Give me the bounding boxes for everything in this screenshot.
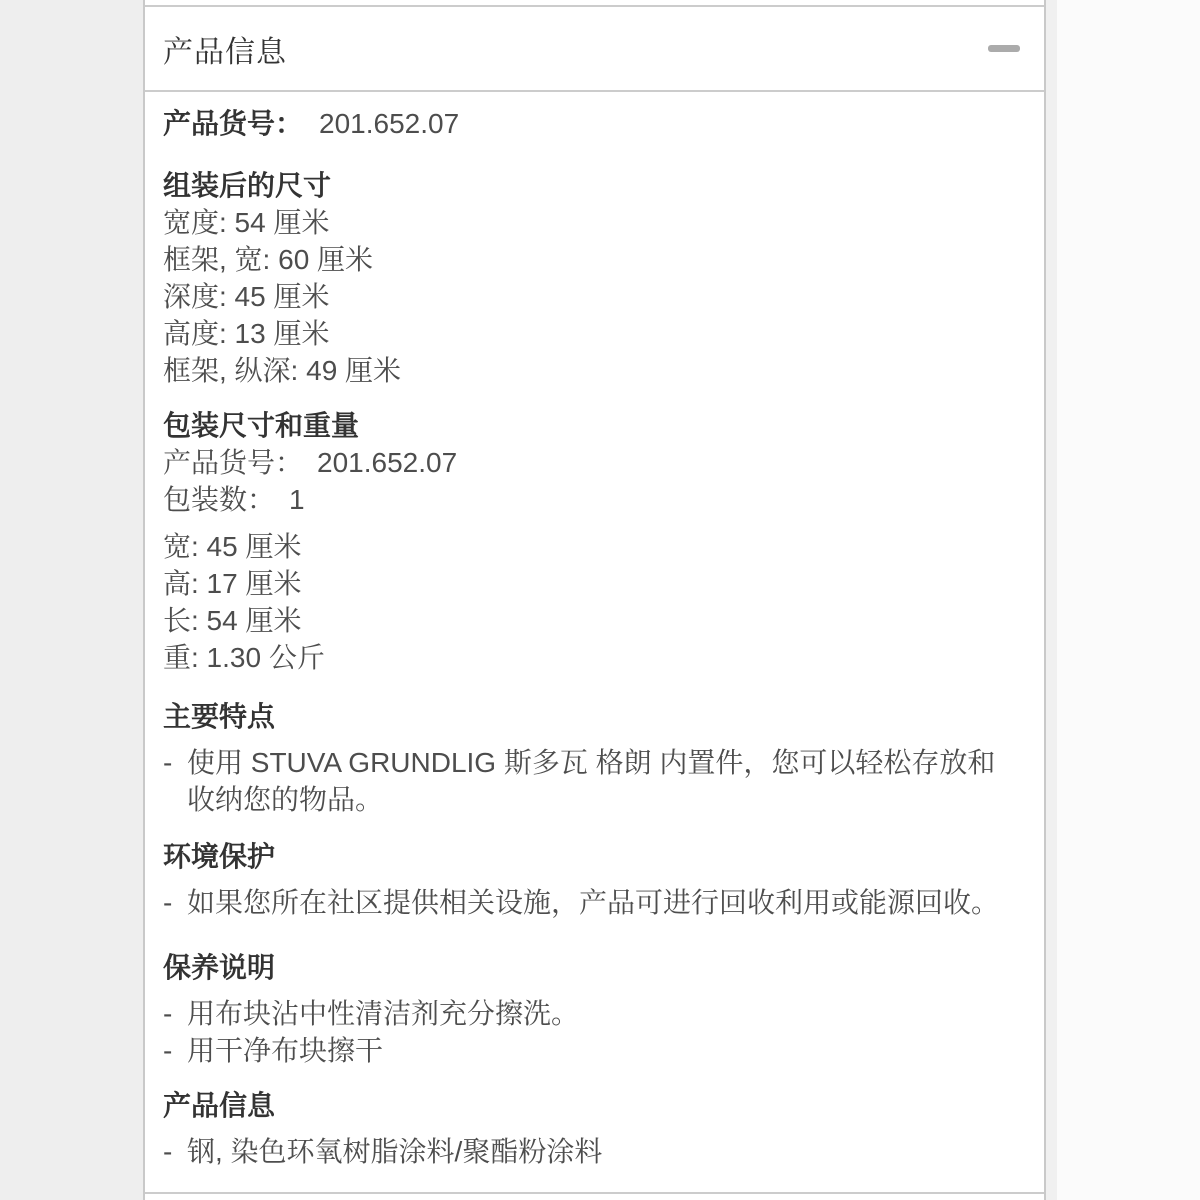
section-heading-assembled-dimensions: 组装后的尺寸 (163, 170, 332, 202)
package-count-row (163, 481, 1020, 518)
key-features-list (163, 744, 1020, 818)
package-row-width: 宽: 45 厘米 (163, 531, 302, 563)
dimension-row-width: 宽度: 54 厘米 (163, 207, 330, 239)
care-instruction-2: 用干净布块擦干 (187, 1035, 384, 1067)
list-item (163, 995, 1020, 1032)
dimension-row-height: 高度: 13 厘米 (163, 318, 330, 350)
list-item (163, 1032, 1020, 1069)
package-dimension-group (163, 528, 1020, 676)
package-count-label: 包装数： (163, 484, 276, 516)
bullet-dash: - (163, 1035, 173, 1067)
packaging-article-label: 产品货号： (163, 447, 304, 479)
dimension-row-depth: 深度: 45 厘米 (163, 281, 330, 313)
environment-text: 如果您所在社区提供相关设施，产品可进行回收利用或能源回收。 (187, 887, 1000, 919)
dimension-row-frame-width: 框架, 宽: 60 厘米 (163, 244, 374, 276)
section-heading-key-features: 主要特点 (163, 701, 276, 733)
article-number-row (163, 105, 1020, 142)
bullet-dash: - (163, 747, 173, 779)
panel-content (145, 92, 1044, 1170)
product-information-list (163, 1133, 1020, 1170)
packaging-article-row (163, 444, 1020, 481)
section-heading-product-information: 产品信息 (163, 1090, 276, 1122)
package-row-length: 长: 54 厘米 (163, 605, 302, 637)
page-right-strip (1046, 0, 1057, 1200)
section-heading-packaging: 包装尺寸和重量 (163, 410, 360, 442)
bullet-dash: - (163, 1136, 173, 1168)
bullet-dash: - (163, 887, 173, 919)
list-item (163, 744, 1020, 818)
page-right-margin (1057, 0, 1200, 1200)
article-number-label: 产品货号： (163, 108, 304, 140)
list-item (163, 884, 1020, 921)
care-instructions-list (163, 995, 1020, 1069)
package-row-height: 高: 17 厘米 (163, 568, 302, 600)
collapse-minus-icon[interactable] (988, 45, 1020, 52)
product-info-accordion-panel (143, 0, 1046, 1200)
list-item (163, 1133, 1020, 1170)
panel-title: 产品信息 (163, 35, 287, 69)
section-heading-environment: 环境保护 (163, 841, 276, 873)
package-count-value: 1 (289, 484, 305, 516)
section-heading-care-instructions: 保养说明 (163, 952, 276, 984)
accordion-header-product-info[interactable] (145, 7, 1044, 92)
previous-section-divider (145, 0, 1044, 7)
package-row-weight: 重: 1.30 公斤 (163, 642, 325, 674)
article-number-value: 201.652.07 (319, 108, 460, 140)
next-section-divider (145, 1192, 1044, 1200)
bullet-dash: - (163, 998, 173, 1030)
dimension-row-frame-depth: 框架, 纵深: 49 厘米 (163, 355, 402, 387)
page-left-margin (0, 0, 143, 1200)
packaging-article-value: 201.652.07 (317, 447, 458, 479)
care-instruction-1: 用布块沾中性清洁剂充分擦洗。 (187, 998, 580, 1030)
key-features-text: 使用 STUVA GRUNDLIG 斯多瓦 格朗 内置件，您可以轻松存放和收纳您的物品。 (187, 747, 996, 816)
material-text: 钢, 染色环氧树脂涂料/聚酯粉涂料 (187, 1136, 603, 1168)
environment-list (163, 884, 1020, 921)
